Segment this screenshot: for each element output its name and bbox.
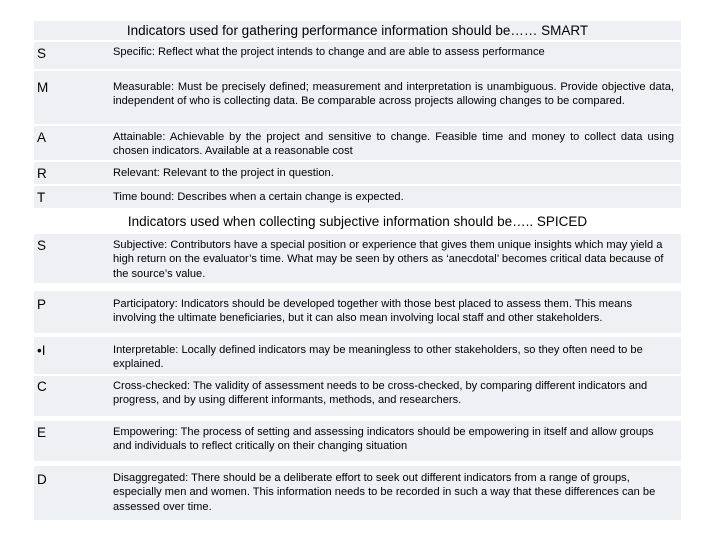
spiced-row-i-text: Interpretable: Locally defined indicators may be meaningless to other stakeholders, so they often need to be explained.: [113, 344, 643, 371]
smart-row-a-text: Attainable: Achievable by the project and sensitive to change. Feasible time and money to collect data using chosen indicators. Available at a reasonable cost: [113, 131, 674, 158]
smart-row-t-text: Time bound: Describes when a certain change is expected.: [113, 191, 404, 203]
spiced-row-c-text: Cross-checked: The validity of assessment needs to be cross-checked, by comparing different indicators and progress, and by using different informants, methods, and researchers.: [113, 380, 648, 407]
spiced-row-e-text: Empowering: The process of setting and assessing indicators should be empowering in itself and allow groups and individuals to reflect critically on their changing situation: [113, 426, 654, 453]
smart-row-t-letter: T: [37, 190, 46, 205]
spiced-row-s-letter: S: [37, 238, 47, 253]
smart-row-a-letter: A: [37, 130, 47, 145]
smart-row-r-letter: R: [37, 166, 47, 181]
spiced-row-d-text: Disaggregated: There should be a deliberate effort to seek out different indicators from a range of groups, especially men and women. This information needs to be recorded in such a way that these differences can be assessed over time.: [113, 472, 656, 513]
spiced-row-p-letter: P: [37, 297, 47, 312]
smart-row-s-text: Specific: Reflect what the project intends to change and are able to assess performance: [113, 46, 545, 58]
smart-row-r-text: Relevant: Relevant to the project in question.: [113, 167, 334, 179]
smart-row-m-text: Measurable: Must be precisely defined; measurement and interpretation is unambiguous. Provide objective data, independent of who is collecting data. Be comparable across projects allowing changes to be compared.: [113, 81, 674, 108]
smart-row-s-letter: S: [37, 46, 47, 61]
spiced-row-d-letter: D: [37, 472, 47, 487]
smart-heading: [34, 21, 681, 40]
spiced-row-i-letter: •I: [37, 343, 46, 358]
spiced-row-c-letter: C: [37, 379, 47, 394]
spiced-row-p-text: Participatory: Indicators should be developed together with those best placed to assess them. This means involving the ultimate beneficiaries, but it can also mean involving local staff and other stakeholders.: [113, 298, 633, 325]
spiced-title: Indicators used when collecting subjective information should be….. SPICED: [127, 213, 588, 229]
spiced-row-s-text: Subjective: Contributors have a special position or experience that gives them unique insights which may yield a high return on the evaluator’s time. What may be seen by others as ‘anecdotal’ becomes critical data because of the source’s value.: [113, 239, 664, 280]
spiced-heading: [34, 212, 681, 231]
smart-row-m-letter: M: [37, 80, 49, 95]
smart-title: Indicators used for gathering performance information should be…… SMART: [126, 22, 589, 38]
spiced-row-e-letter: E: [37, 425, 47, 440]
